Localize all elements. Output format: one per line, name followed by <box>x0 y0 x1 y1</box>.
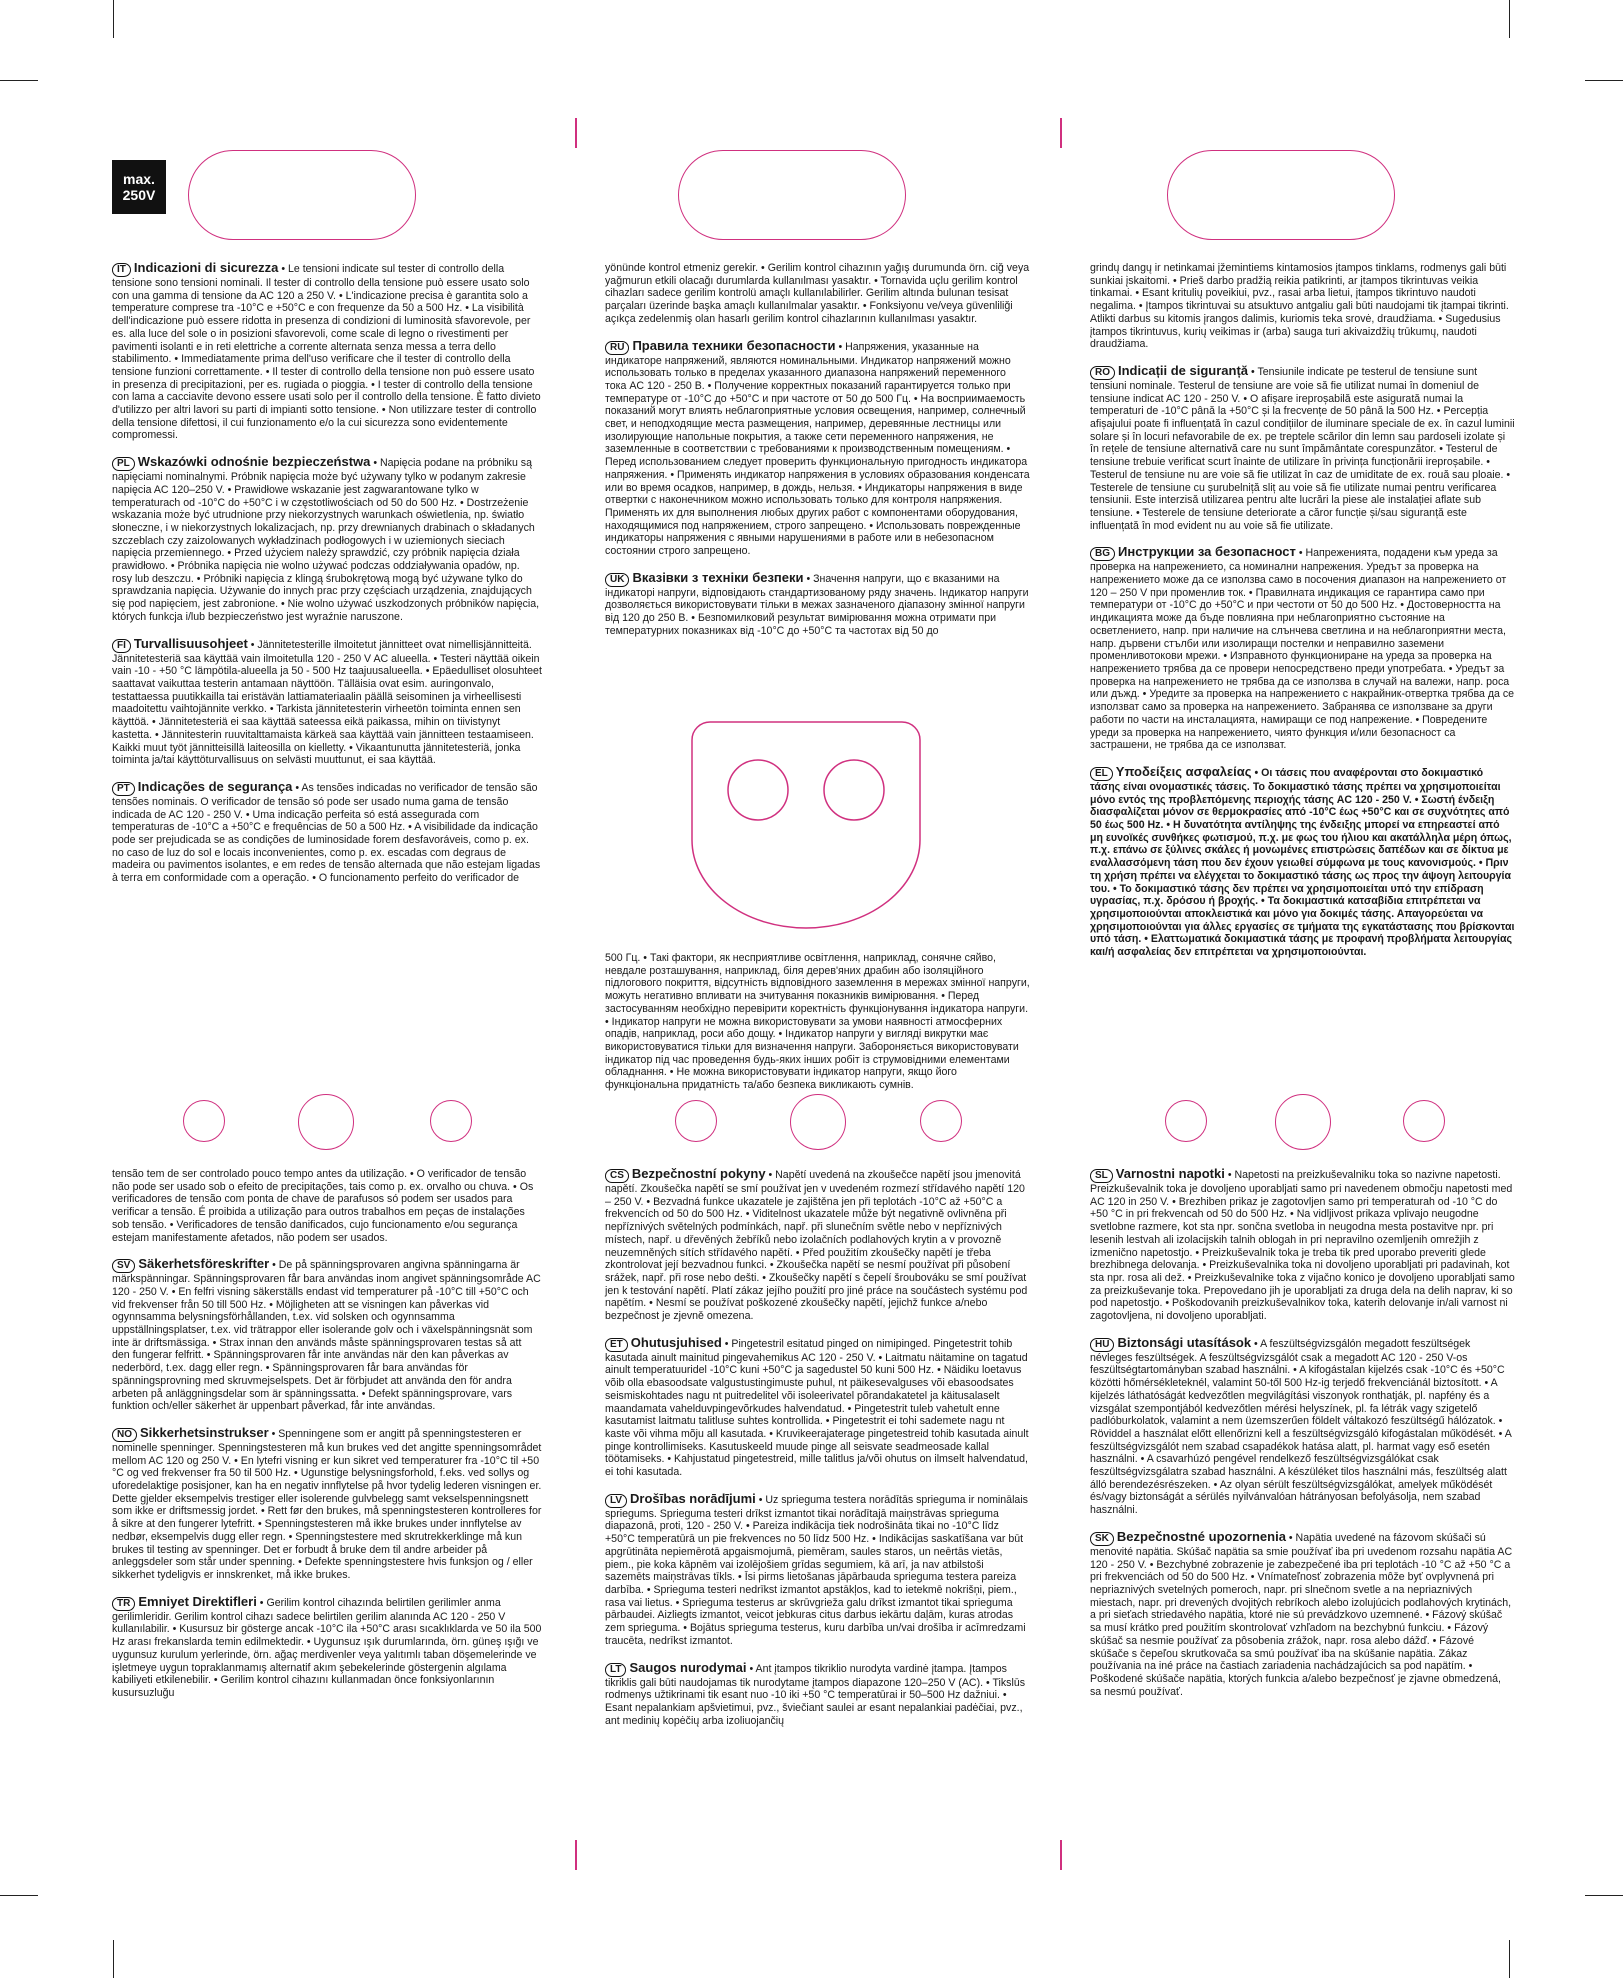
section-title: Bezpečnostné upozornenia <box>1116 1528 1286 1544</box>
section-text: • A feszültségvizsgálón megadott feszültségek névleges feszültségek. A feszültségvizsgálót csak a megadott AC 120 - 250 V-os feszültségtartományban szabad használni. • A kifogástalan kijelzés csak -10°C és +50°C közötti hőmérsékleteknél, valamint 50-től 500 Hz-ig terjedő frekvenciánál biztosított. • A kijelzés láthatóságát kedvezőtlen megvilágítási viszonyok ronthatják, pl. napfény és a vizsgálat szempontjából kedvezőtlen mérési helyszínek, pl. fa létrák vagy szigetelő padlóburkolatok, valamint a nem üzemszerűen földelt váltakozó feszültségű hálózatok. • Röviddel a használat előtt ellenőrizni kell a feszültségvizsgáló kifogástalan működését. • A feszültségvizsgálót nem szabad csapadékok hatása alatt, pl. harmat vagy eső esetén használni. • A csavarhúzó pengével rendelkező feszültségvizsgálókat csak feszültségvizsgálatra szabad használni. A készüléket tilos használni más, feszültség alatt álló berendezésrészeken. • Az olyan sérült feszültségvizsgálókat, amelyek működését és/vagy biztonságát a sérülés nyilvánvalóan hátrányosan befolyásolja, nem szabad használni. <box>1090 1337 1512 1517</box>
section-text: • Napätia uvedené na fázovom skúšači sú menovité napätia. Skúšač napätia sa smie používať iba pri uvedenom rozsahu napätia AC 120 - 250 V. • Bezchybné zobrazenie je zabezpečené iba pri teplotách -10 °C až +50 °C a pri frekvenciách od 50 do 500 Hz. • Vnímateľnosť zobrazenia môže byť ovplyvnená pri nepriaznivých svetelných pomeroch, napr. pri slnečnom svetle a na nepriaznivých miestach, napr. pri drevených dvojitých rebríkoch alebo izolujúcich podlahových krytinách, a pri sieťach striedavého napätia, ktoré nie sú prevádzkovo uzemnené. • Fázový skúšač sa musí krátko pred použitím skontrolovať vzhľadom na bezchybnú funkciu. • Fázový skúšač sa nesmie používať za pôsobenia zrážok, napr. rosa alebo dážď. • Fázové skúšače s čepeľou skrutkovača sa smú používať iba na skúšanie napätia. Zákaz používania na iné práce na častiach zariadenia nachádzajúcich sa pod napätím. • Poškodené skúšače napätia, ktorých funkcia a/alebo bezpečnosť je zjavne obmedzená, sa nesmú používať. <box>1090 1531 1513 1698</box>
section-title: Ohutusjuhised <box>630 1334 722 1350</box>
section-title: Правила техники безопасности <box>632 337 836 353</box>
badge-line1: max. <box>123 171 155 187</box>
section-text: • Ant įtampos tikriklio nurodyta vardinė įtampa. Įtampos tikriklis gali būti naudojamas tik nurodytame įtampos diapazone 120–250 V (AC). • Tikslūs rodmenys užtikrinami tik esant nuo -10 iki +50 °C temperatūrai ir 50–500 Hz dažniui. • Esant nepalankiam apšvietimui, pvz., šviečiant saulei ar esant nepalankiai padėčiai, pvz., ant medinių kopėčių arba izoliuojančių <box>605 1662 1026 1727</box>
section-text: grindų dangų ir netinkamai įžemintiems kintamosios įtampos tinklams, rodmenys gali būti sunkiai įskaitomi. • Prieš darbo pradžią reikia patikrinti, ar įtampos tikrintuvas veikia tinkamai. • Esant kritulių poveikiui, pvz., rasai arba lietui, įtampos tikrintuvo naudoti negalima. • Įtampos tikrintuvai su atsuktuvo antgaliu gali būti naudojami tik įtampai tikrinti. Atlikti darbus su kitomis įrangos dalimis, kuriomis teka srovė, draudžiama. • Sugedusius įtampos tikrintuvus, kurių veikimas ir (arba) sauga turi akivaizdžių trūkumų, naudoti draudžiama. <box>1090 262 1509 351</box>
section-title: Emniyet Direktifleri <box>138 1593 257 1609</box>
section-title: Wskazówki odnośnie bezpieczeństwa <box>137 454 371 470</box>
crop-mark <box>113 0 114 38</box>
panel-bottom-middle <box>605 1168 1030 1858</box>
section-text: • De på spänningsprovaren angivna spänningarna är märkspänningar. Spänningsprovaren får bara användas inom angivet spänningsområde AC 120 - 250 V. • En felfri visning säkerställs endast vid temperaturer på -10°C till +50°C och vid frekvenser från 50 till 500 Hz. • Möjligheten att se visningen kan påverkas vid ogynnsamma belysningsförhållanden, t.ex. vid solsken och ogynnsamma uppställningsplatser, t.ex. vid trätrappor eller isolerande golv och i växelspänningsnät som inte är driftsmässiga. • Strax innan den används måste spänningsprovaren testas så att den fungerar felfritt. • Spänningsprovaren får inte användas när den kan påverkas av nederbörd, t.ex. dagg eller regn. • Spänningsprovaren får bara användas för spänningsprovning med skruvmejselspets. Det är förbjudet att använda den för andra arbeten på anläggningsdelar som är spänningssatta. • Defekt spänningsprovare, vars funktion och/eller säkerhet är uppenbart påverkad, får inte användas. <box>112 1259 541 1413</box>
section-title: Indicații de siguranță <box>1118 362 1249 378</box>
lang-code: RO <box>1090 366 1115 380</box>
lang-code: LV <box>605 1494 627 1508</box>
section-title: Indicazioni di sicurezza <box>133 260 279 275</box>
section-sl <box>1090 1168 1515 1323</box>
fold-guide <box>575 118 577 148</box>
lang-code: FI <box>112 639 131 653</box>
section-text: • Uz sprieguma testera norādītās sprieguma ir nominālais spriegums. Sprieguma testeri drīkst izmantot tikai norādītajā maiņstrāvas sprieguma diapazonā, proti, 120 - 250 V. • Pareiza indikācija tiek nodrošināta tikai no -10°C līdz +50°C temperatūrā un pie frekvences no 50 līdz 500 Hz. • Indikācijas saskatīšana var būt apgrūtināta nepiemērotā apgaismojumā, piemēram, saules staros, un neērtās vietās, piem., pie koka kāpnēm vai izolējošiem grīdas segumiem, kā arī, ja nav atbilstoši sazemēts maiņstrāvas tīkls. • Īsi pirms lietošanas jāpārbauda sprieguma testera pareiza darbība. • Sprieguma testeri nedrīkst izmantot apstākļos, kad to ietekmē nokrišņi, piem., rasa vai lietus. • Sprieguma testerus ar skrūvgrieža galu drīkst izmantot tikai sprieguma pārbaudei. Aizliegts izmantot, veicot jebkuras citus darbus iekārtu daļām, kuras atrodas zem sprieguma. • Bojātus sprieguma testerus, kuru darbība un/vai drošība ir acīmredzami traucēta, nedrīkst izmantot. <box>605 1493 1028 1647</box>
panel-top-left <box>112 262 542 1082</box>
section-pt-cont <box>112 1168 542 1244</box>
lang-code: HU <box>1090 1338 1114 1352</box>
crop-mark <box>0 80 38 81</box>
fold-guide <box>575 1840 577 1870</box>
lang-code: SL <box>1090 1169 1113 1183</box>
section-text: • Pingetestril esitatud pinged on nimipinged. Pingetestrit tohib kasutada ainult mainitud pingevahemikus AC 120 - 250 V. • Laitmatu näitamine on tagatud ainult temperatuuridel -10°C kuni +50°C ja sagedustel 50 kuni 500 Hz. • Näidiku loetavus võib olla ebasoodsate valgustustingimuste puhul, nt päikesevalguses või ebasoodsates seismiskohtades nagu nt puitredelitel või isoleerivatel põrandakatetel ja käitusalaselt maandamata vahelduvpingevõrkudes halvendatud. • Pingetestrit tuleb vahetult enne kasutamist laitmatu talitluse suhtes kontrollida. • Pingetestrit ei tohi sademete nagu nt kaste või vihma mõju all kasutada. • Kruvikeerajaterage pingetestreid tohib kasutada ainult pinge kontrollimiseks. Kasutuskeeld muude pinge all seisvate seadmeosade kallal töötamiseks. • Kahjustatud pingetestreid, mille talitlus ja/või ohutus on ilmselt halvendatud, ei tohi kasutada. <box>605 1337 1029 1479</box>
max-voltage-badge <box>112 160 166 214</box>
lang-code: CS <box>605 1169 629 1183</box>
circle-outline <box>920 1100 962 1142</box>
section-uk-cont <box>605 952 1030 1092</box>
dielectric-cutout <box>690 720 922 930</box>
circle-outline <box>298 1094 354 1150</box>
section-text: • Οι τάσεις που αναφέρονται στο δοκιμαστικό τάσης είναι ονομαστικές τάσεις. Το δοκιμαστικό τάσης πρέπει να χρησιμοποιείται μόνο εντός της προβλεπόμενης περιοχής τάσης AC 120 - 250 V. • Σωστή ένδειξη διασφαλίζεται μόνον σε θερμοκρασίες από -10°C έως +50°C και σε συχνότητες από 50 έως 500 Hz. • Η δυνατότητα αντίληψης της ένδειξης μπορεί να επηρεαστεί από μη ευνοϊκές συνθήκες φωτισμού, π.χ. με φως του ήλιου και ακατάλληλα μέρη όπως, π.χ. επάνω σε ξύλινες σκάλες ή μονωμένες επιστρώσεις δαπέδων και σε δίκτυα με εναλλασσόμενη τάση που δεν έχουν γειωθεί σύμφωνα με τους κανονισμούς. • Πριν τη χρήση πρέπει να ελέγχεται το δοκιμαστικό τάσης ως προς την άψογη λειτουργία του. • Το δοκιμαστικό τάσης δεν πρέπει να χρησιμοποιείται υπό την επίδραση υγρασίας, π.χ. δρόσου ή βροχής. • Τα δοκιμαστικά κατσαβίδια επιτρέπεται να χρησιμοποιούνται αποκλειστικά και μόνο για δοκιμές τάσης. Απαγορεύεται να χρησιμοποιούνται για άλλες εργασίες σε τμήματα της εγκατάστασης που βρίσκονται υπό τάση. • Ελαττωματικά δοκιμαστικά τάσης με προφανή προβλήματα λειτουργίας και/ή ασφαλείας δεν επιτρέπεται να χρησιμοποιούνται. <box>1090 766 1515 959</box>
section-text: • Napięcia podane na próbniku są napięciami nominalnymi. Próbnik napięcia może być używany tylko w podanym zakresie napięcia AC 120–250 V. • Prawidłowe wskazanie jest zagwarantowane tylko w temperaturach od -10°C do +50°C i w częstotliwościach od 50 do 500 Hz. • Dostrzeżenie wskazania może być utrudnione przy niekorzystnych warunkach oświetlenia, np. światło słoneczne, i w niekorzystnych lokalizacjach, np. przy drewnianych drabinach o składanych szczeblach czy zaizolowanych wykładzinach podłogowych i w uziemionych sieciach napięcia przemiennego. • Przed użyciem należy sprawdzić, czy próbnik napięcia działa prawidłowo. • Próbnika napięcia nie wolno używać podczas oddziaływania opadów, np. rosy lub deszczu. • Próbniki napięcia z klingą śrubokrętową mogą być używane tylko do sprawdzania napięcia. Używanie do innych prac przy częściach urządzenia, znajdujących się pod napięciem, jest zabronione. • Nie wolno używać uszkodzonych próbników napięcia, których funkcja i/lub bezpieczeństwo jest wyraźnie naruszone. <box>112 457 540 623</box>
section-text: yönünde kontrol etmeniz gerekir. • Gerilim kontrol cihazının yağış durumunda örn. ciğ veya yağmurun etkili olacağı durumlarda kullanılması yasaktır. • Tornavida uçlu gerilim kontrol cihazları sadece gerilim kontrolü amaçlı kullanılabilirler. Gerilim altında bulunan tesisat parçaları üzerinde başka amaçlı kullanılmalar yasaktır. • Fonksiyonu ve/veya güvenliliği açıkça zedelenmiş olan hasarlı gerilim kontrol cihazlarının kullanılması yasaktır. <box>605 262 1030 325</box>
lang-code: TR <box>112 1597 135 1611</box>
crop-mark <box>113 1940 114 1978</box>
section-title: Saugos nurodymai <box>629 1659 747 1675</box>
section-ro <box>1090 362 1515 532</box>
crop-mark <box>1585 80 1623 81</box>
section-title: Säkerhetsföreskrifter <box>138 1256 270 1272</box>
section-title: Drošības norādījumi <box>630 1490 756 1506</box>
section-title: Turvallisuusohjeet <box>133 635 248 651</box>
section-title: Инструкции за безопасност <box>1118 544 1296 560</box>
lang-code: RU <box>605 341 629 355</box>
section-text: • Napetosti na preizkuševalniku toka so nazivne napetosti. Preizkuševalnik toka je dovoljeno uporabljati samo pri navedenem območju napetosti med AC 120 in 250 V. • Brezhiben prikaz je zagotovljen samo pri temperaturah od -10 °C do +50 °C in pri frekvencah od 50 do 500 Hz. • Na vidljivost prikaza vplivajo neugodne svetlobne razmere, kot sta npr. sončna svetloba in neugodna mesta postavitve npr. pri lesenih lestvah ali izolacijskih talnih oblogah in pri nepravilno ozemljenih omrežjih z izmenično napetostjo. • Preizkuševalnik toka je treba tik pred uporabo preveriti glede brezhibnega delovanja. • Preizkuševalnika toka ni dovoljeno uporabljati pri padavinah, kot sta npr. rosa ali dež. • Preizkuševalnike toka z vijačno konico je dovoljeno uporabljati samo za preizkuševanje toka. Prepovedano jih je uporabljati za druga dela na delih naprav, ki so pod napetostjo. • Poškodovanih preizkuševalnikov toka, katerih delovanje in/ali varnost ni zagotovljena, ni dovoljeno uporabljati. <box>1090 1169 1515 1323</box>
lang-code: PT <box>112 782 135 796</box>
section-bg <box>1090 546 1515 752</box>
lang-code: NO <box>112 1428 137 1442</box>
section-text: • As tensões indicadas no verificador de tensão são tensões nominais. O verificador de tensão só pode ser usado numa gama de tensão indicada de AC 120 - 250 V. • Uma indicação perfeita só está assegurada com temperaturas de -10°C a +50°C e frequências de 50 a 500 Hz. • A visibilidade da indicação pode ser prejudicada se as condições de luminosidade forem desfavoráveis, como p. ex. no caso de luz do sol e locais inconvenientes, como p. ex. escadas com degraus de madeira ou pavimentos isolantes, e em redes de tensão alternada que não estejam ligadas à terra em conformidade com a operação. • O funcionamento perfeito do verificador de <box>112 781 541 885</box>
circle-outline <box>675 1100 717 1142</box>
section-text: • Tensiunile indicate pe testerul de tensiune sunt tensiuni nominale. Testerul de tensiune are voie să fie utilizat numai în domeniul de tensiune indicat AC 120 - 250 V. • O afișare ireproșabilă este asigurată numai la temperaturi de -10°C până la +50°C și la frecvențe de 50 până la 500 Hz. • Percepția afișajului poate fi influențată în cazul condițiilor de iluminare speciale de ex. în cazul luminii solare și în locuri nefavorabile de ex. pe treptele scărilor din lemn sau pardoseli izolate și în rețele de tensiune alternativă care nu sunt împământate corespunzător. • Testerul de tensiune trebuie verificat scurt înainte de utilizare în privința funcționării ireproșabile. • Testerul de tensiune nu are voie să fie utilizat în caz de umiditate de ex. rouă sau ploaie. • Testerele de tensiune cu șurubelniță sliț au voie să fie utilizate numai pentru verificarea tensiunii. Este interzisă utilizarea pentru alte lucrări la piese ale instalației aflate sub tensiune. • Testerele de tensiune deteriorate a căror funcție și/sau siguranță este influențată în mod evident nu au voie să fie utilizate. <box>1090 365 1515 532</box>
section-title: Biztonsági utasítások <box>1117 1334 1252 1350</box>
section-text: 500 Гц. • Такі фактори, як несприятливе освітлення, наприклад, сонячне сяйво, невдале розташування, наприклад, біля дерев'яних драбин або ізоляційного підлогового покриття, відсутність відповідного заземлення в мережах змінної напруги, можуть негативно впливати на зчитування показників вимірювання. • Перед застосуванням необхідно перевірити коректність функціонування індикатора напруги. • Індикатор напруги не можна використовувати за умови наявності атмосферних опадів, наприклад, роси або дощу. • Індикатор напруги у вигляді викрутки має використовуватися тільки для визначення напруги. Забороняється використовувати індикатор під час проведення будь-яких інших робіт із струмовідними елементами обладнання. • Не можна використовувати індикатор напруги, якщо його функціональна придатність та/або безпека викликають сумнів. <box>605 952 1030 1092</box>
section-tr <box>112 1593 542 1700</box>
cutout-outline <box>678 150 906 240</box>
section-text: • Spenningene som er angitt på spenningstesteren er nominelle spenninger. Spenningstesteren må kun brukes ved det angitte spenningsområdet mellom AC 120 og 250 V. • En lytefri visning er kun sikret ved temperaturer fra -10°C til +50 °C og ved frekvenser fra 50 til 500 Hz. • Ugunstige belysningsforhold, f.eks. ved sollys og uforedelaktige posisjoner, kan ha en negativ innflytelse på hvor tydelig lederen visningen er. Dette gjelder eksempelvis trestiger eller isolerende gulvbelegg samt vekselspenningsnett som ikke er driftsmessig jordet. • Rett før den brukes, må spenningstesteren kontrolleres for å sikre at den fungerer lytefritt. • Spenningstesteren må ikke brukes under innflytelse av nedbør, eksempelvis dugg eller regn. • Spenningstestere med skrutrekkerklinge må kun brukes til testing av spenninger. Det er forbudt å bruke dem til andre arbeider på anleggsdeler som står under spenning. • Defekte spenningstestere hvis funksjon og / eller sikkerhet tydeligvis er innskrenket, må ikke brukes. <box>112 1427 542 1581</box>
section-text: • Значення напруги, що є вказаними на індикаторі напруги, відповідають стандартизованому ряду значень. Індикатор напруги дозволяється використовувати тільки в межах зазначеного діапазону змінної напруги від 120 до 250 В. • Безпомилковий результат вимірювання можна отримати при температурних показниках від -10°C до +50°C та частотах від 50 до <box>605 572 1029 637</box>
section-text: • Gerilim kontrol cihazında belirtilen gerilimler anma gerilimleridir. Gerilim kontrol cihazı sadece belirtilen gerilim alanında AC 120 - 250 V kullanılabilir. • Kusursuz bir gösterge ancak -10°C ila +50°C arası sıcaklıklarda ve 50 ila 500 Hz arası frekanslarda temin edilmektedir. • Uygunsuz ışık durumlarında, örn. güneş ışığı ve uygunsuz kurulum yerlerinde, örn. ağaç merdivenler veya yalıtımlı taban döşemelerinde ve işletmeye uygun topraklanmamış alternatif akım şebekelerinde göstergenin algılama kabiliyeti etkilenebilir. • Gerilim kontrol cihazını kullanmadan önce fonksiyonlarının kusursuzluğu <box>112 1596 542 1699</box>
panel-top-right <box>1090 262 1515 1082</box>
section-title: Sikkerhetsinstrukser <box>140 1424 269 1440</box>
section-text: tensão tem de ser controlado pouco tempo antes da utilização. • O verificador de tensão não pode ser usado sob o efeito de precipitações, tais como p. ex. orvalho ou chuva. • Os verificadores de tensão com ponta de chave de parafusos só podem ser usados para verificar a tensão. É proibida a utilização para outros trabalhos em peças de instalações sob tensão. • Verificadores de tensão danificados, cujo funcionamento e/ou segurança estejam manifestamente afetados, não podem ser usados. <box>112 1168 534 1244</box>
section-text: • Napětí uvedená na zkoušečce napětí jsou jmenovitá napětí. Zkoušečka napětí se smí používat jen v uvedeném rozmezí střídavého napětí 120 – 250 V. • Bezvadná funkce ukazatele je zajištěna jen při teplotách -10°C až +50°C a frekvencích od 50 do 500 Hz. • Viditelnost ukazatele může být negativně ovlivněna při nepříznivých světelných podmínkách, např. při slunečním světle nebo v nepříznivých místech, např. u dřevěných žebříků nebo izolačních podlahových krytin a v provozně neuzemněných sítích střídavého napětí. • Před použitím zkoušečky napětí je třeba zkontrolovat její bezvadnou funkci. • Zkoušečka napětí se nesmí používat při působení srážek, např. při rose nebo dešti. • Zkoušečky napětí s čepelí šroubováku se smí používat jen k testování napětí. Platí zákaz jejího použití pro jiné práce na součástech systému pod napětím. • Nesmí se používat poškozené zkoušečky napětí, jejichž funkce a/nebo bezpečnost je zjevně omezena. <box>605 1169 1028 1323</box>
lang-code: ET <box>605 1338 628 1352</box>
crop-mark <box>1509 0 1510 38</box>
section-hu <box>1090 1334 1515 1517</box>
cutout-outline <box>1167 150 1395 240</box>
section-pt <box>112 778 542 885</box>
section-text: • Напреженията, подадени към уреда за проверка на напрежението, са номинални напрежения. Уредът за проверка на напрежението може да се използва само в посочения диапазон на напрежението от 120 – 250 V при променлив ток. • Правилната индикация се гарантира само при температури от -10°C до +50°C и при честоти от 50 до 500 Hz. • Достоверността на индикацията може да бъде повлияна при неблагоприятно състояние на осветлението, напр. при наличие на слънчева светлина и на неблагоприятни места, напр. дървени стълби или изолиращи постелки и неправилно заземени променливотокови мрежи. • Изправното функциониране на уреда за проверка на напрежението трябва да се провери непосредствено преди употребата. • Уредът за проверка на напрежението не трябва да се използва в случай на валежи, напр. роса или дъжд. • Уредите за проверка на напрежението с накрайник-отвертка трябва да се използват само за проверка на напрежението. Забранява се използване за други работи по части на инсталацията, намиращи се под напрежение. • Повредените уреди за проверка на напрежението, чиято функция и/или безопасност са застрашени, не трябва да се използват. <box>1090 547 1515 752</box>
section-it <box>112 262 542 442</box>
section-no <box>112 1424 542 1582</box>
section-lt-cont <box>1090 262 1515 351</box>
circle-outline <box>183 1100 225 1142</box>
lang-code: PL <box>112 457 135 471</box>
section-fi <box>112 635 542 767</box>
crop-mark <box>0 1895 38 1896</box>
section-text: • Jännitetesterille ilmoitetut jännitteet ovat nimellisjännitteitä. Jännitetesteriä saa käyttää vain ilmoitetulla 120 - 250 V AC alueella. • Testeri näyttää oikein vain -10 - +50 °C lämpötila-alueella ja 50 - 500 Hz taajuusalueella. • Epäedulliset olosuhteet saattavat vaikuttaa testerin antamaan näyttöön. Tälläisia ovat esim. auringonvalo, testattaessa puutikkailla tai eristävän lattiamateriaalin päällä seisominen ja virheellisesti maadoitettu vaihtojännite verkko. • Tarkista jännitetesterin virheetön toiminta ennen sen käyttöä. • Jännitetesteriä ei saa käyttää sateessa eikä paikassa, mihin on tiivistynyt kastetta. • Jännitesterin ruuvitalttamaista kärkeä saa käyttää vain jännitteen testaamiseen. Kaikki muut työt jännitteisillä laiteosilla on kielletty. • Vikaantunutta jännitetesteriä, jonka toiminta ja/tai käyttöturvallisuus on selvästi muuttunut, ei saa käyttää. <box>112 638 542 767</box>
section-el <box>1090 763 1515 959</box>
lang-code: UK <box>605 573 629 587</box>
section-lv <box>605 1490 1030 1648</box>
lang-code: BG <box>1090 547 1115 561</box>
section-text: • Напряжения, указанные на индикаторе напряжений, являются номинальными. Индикатор напряжений можно использовать только в пределах указанного диапазона напряжений переменного тока AC 120 - 250 В. • Получение корректных показаний гарантируется только при температуре от -10°C до +50°C и при частоте от 50 до 500 Гц. • На восприимаемость показаний могут влиять неблагоприятные условия освещения, например, солнечный свет, и неподходящие места размещения, например, деревянные лестницы или изолирующие напольные покрытия, а также сети переменного напряжения, не заземленные в соответствии с требованиями к производственным помещениям. • Перед использованием следует проверить функциональную пригодность индикатора напряжения. • Применять индикатор напряжения в условиях образования конденсата или во время осадков, например, в дождь, нельзя. • Индикаторы напряжения в виде отвертки с наконечником можно использовать только для контроля напряжения. Применять их для выполнения любых других работ с компонентами оборудования, находящимися под напряжением, строго запрещено. • Использовать поврежденные индикаторы напряжения с явными нарушениями в работе или в небезопасном состоянии строго запрещено. <box>605 340 1030 558</box>
section-title: Вказівки з техніки безпеки <box>632 569 804 585</box>
lang-code: SK <box>1090 1532 1114 1546</box>
cutout-outline <box>188 150 416 240</box>
fold-guide <box>1060 1840 1062 1870</box>
circle-outline <box>1275 1094 1331 1150</box>
circle-outline <box>1165 1100 1207 1142</box>
section-pl <box>112 456 542 623</box>
crop-mark <box>1509 1940 1510 1978</box>
section-title: Bezpečnostní pokyny <box>631 1166 766 1181</box>
section-title: Indicações de segurança <box>137 778 293 794</box>
panel-top-middle <box>605 262 1030 712</box>
section-sk <box>1090 1528 1515 1698</box>
section-cs <box>605 1168 1030 1323</box>
section-uk <box>605 569 1030 638</box>
section-tr-cont <box>605 262 1030 326</box>
panel-top-middle-lower <box>605 952 1030 1092</box>
section-text: • Le tensioni indicate sul tester di controllo della tensione sono tensioni nominali. Il tester di controllo della tensione può essere usato solo con una gamma di tensione da AC 120 a 250 V. • L'indicazione precisa è garantita solo a temperature comprese tra -10°C e +50°C e con frequenze da 50 a 500 Hz. • La visibilità dell'indicazione può essere ridotta in presenza di condizioni di luminosità sfavorevole, per es. alla luce del sole o in posizioni sfavorevoli, come scale di legno o rivestimenti per pavimenti isolanti e in reti elettriche a corrente alternata senza messa a terra dello stabilimento. • Immediatamente prima dell'uso verificare che il tester di controllo della tensione funzioni correttamente. • Il tester di controllo della tensione non può essere usato in presenza di precipitazioni, per es. rugiada o pioggia. • I tester di controllo della tensione con lama a cacciavite devono essere usati solo per il controllo della tensione. È fatto divieto d'utilizzo per altri lavori su parti di impianti sotto tensione. • Non utilizzare tester di controllo della tensione difettosi, il cui funzionamento e/o la cui sicurezza sono evidentemente compromessi. <box>112 263 541 442</box>
badge-line2: 250V <box>122 187 156 203</box>
section-title: Varnostni napotki <box>1115 1166 1225 1181</box>
section-lt <box>605 1659 1030 1728</box>
lang-code: EL <box>1090 767 1113 781</box>
section-et <box>605 1334 1030 1479</box>
panel-bottom-right <box>1090 1168 1515 1858</box>
section-sv <box>112 1258 542 1413</box>
section-ru <box>605 337 1030 558</box>
crop-mark <box>1585 1895 1623 1896</box>
section-title: Υποδείξεις ασφαλείας <box>1115 763 1252 779</box>
lang-code: SV <box>112 1259 135 1273</box>
lang-code: IT <box>112 263 131 277</box>
circle-outline <box>430 1100 472 1142</box>
lang-code: LT <box>605 1663 626 1677</box>
panel-bottom-left <box>112 1168 542 1858</box>
circle-outline <box>790 1094 846 1150</box>
fold-guide <box>1060 118 1062 148</box>
circle-outline <box>1403 1100 1445 1142</box>
